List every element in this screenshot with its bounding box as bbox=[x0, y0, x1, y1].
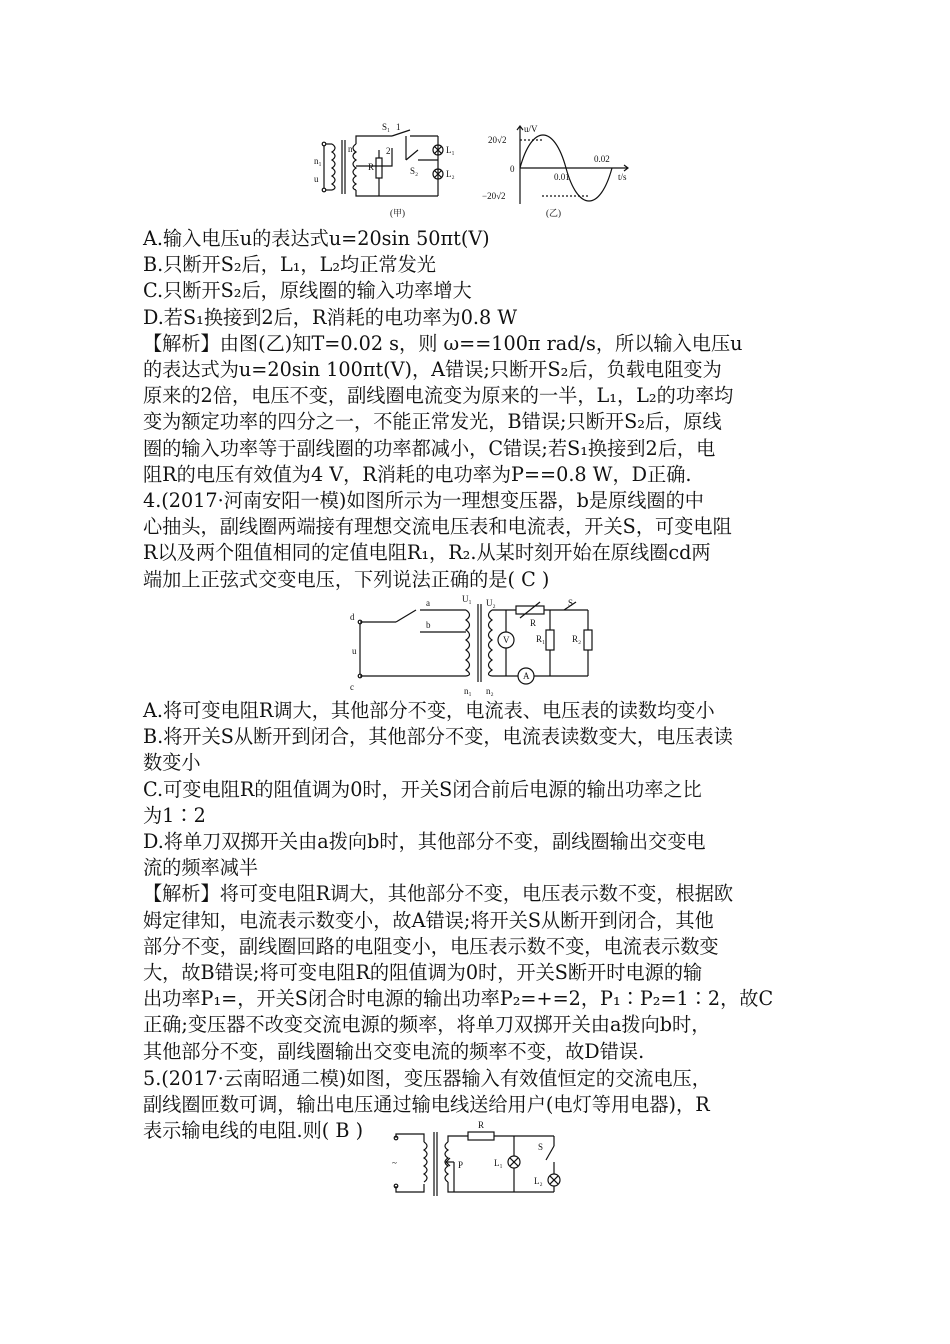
q4-option-line: 流的频率减半 bbox=[143, 856, 259, 880]
q4-analysis-line: 【解析】将可变电阻R调大，其他部分不变，电压表示数不变，根据欧 bbox=[143, 882, 734, 906]
fig2-u2-label: U₂ bbox=[486, 598, 496, 608]
q3-analysis-line: 变为额定功率的四分之一，不能正常发光，B错误;只断开S₂后，原线 bbox=[143, 410, 722, 434]
q4-option-line: D.将单刀双掷开关由a拨向b时，其他部分不变，副线圈输出交变电 bbox=[143, 830, 706, 854]
q4-analysis-line: 姆定律知，电流表示数变小，故A错误;将开关S从断开到闭合，其他 bbox=[143, 908, 714, 932]
fig1-t2-label: 0.02 bbox=[594, 154, 610, 164]
fig3-p-label: P bbox=[458, 1160, 464, 1170]
fig3-l2-label: L₂ bbox=[534, 1176, 543, 1186]
fig3-r-label: R bbox=[478, 1120, 485, 1130]
figure-transformer-and-waveform bbox=[310, 120, 640, 220]
q4-analysis-line: 出功率P₁=，开关S闭合时电源的输出功率P₂=+=2，P₁∶P₂=1∶2，故C bbox=[143, 987, 774, 1011]
q3-option-a: A.输入电压u的表达式u=20sin 50πt(V) bbox=[143, 227, 490, 250]
figure-centre-tap-transformer bbox=[350, 594, 600, 698]
q4-stem-line: 4.(2017·河南安阳一模)如图所示为一理想变压器，b是原线圈的中 bbox=[143, 489, 704, 512]
q4-analysis-line: 大，故B错误;将可变电阻R的阻值调为0时，开关S断开时电源的输 bbox=[143, 961, 703, 985]
fig1-r-label: R bbox=[368, 162, 375, 172]
fig2-s-label: S bbox=[568, 598, 574, 608]
fig1-caption-left: (甲) bbox=[390, 208, 405, 218]
fig3-s-label: S bbox=[538, 1142, 544, 1152]
q3-analysis-line: 阻R的电压有效值为4 V，R消耗的电功率为P==0.8 W，D正确. bbox=[143, 462, 692, 486]
q4-stem bbox=[143, 488, 823, 593]
fig1-l1-label: L₁ bbox=[446, 145, 455, 155]
fig2-n2-label: n₂ bbox=[486, 686, 494, 696]
q4-analysis-line: 部分不变，副线圈回路的电阻变小，电压表示数不变，电流表示数变 bbox=[143, 934, 719, 958]
fig2-u-label: u bbox=[352, 646, 357, 656]
q4-option-line: 为1∶2 bbox=[143, 803, 206, 827]
fig3-l1-label: L₁ bbox=[494, 1158, 503, 1168]
fig1-u-label: u bbox=[314, 174, 319, 184]
q5-stem-line: 5.(2017·云南昭通二模)如图，变压器输入有效值恒定的交流电压， bbox=[143, 1067, 711, 1090]
q3-option-b: B.只断开S₂后，L₁，L₂均正常发光 bbox=[143, 253, 436, 277]
q3-analysis-line: 圈的输入功率等于副线圈的功率都减小，C错误;若S₁换接到2后，电 bbox=[143, 436, 716, 460]
fig1-max-label: 20√2 bbox=[488, 135, 507, 145]
fig1-t1-label: 0.01 bbox=[554, 172, 570, 182]
fig1-tap2-label: 2 bbox=[386, 146, 391, 156]
fig1-t-axis-label: t/s bbox=[618, 172, 627, 182]
fig2-n1-label: n₁ bbox=[464, 686, 472, 696]
fig2-b-label: b bbox=[426, 620, 431, 630]
q4-stem-line: 心抽头，副线圈两端接有理想交流电压表和电流表，开关S，可变电阻 bbox=[143, 515, 732, 539]
q5-stem-line: 副线圈匝数可调，输出电压通过输电线送给用户(电灯等用电器)，R bbox=[143, 1093, 710, 1117]
q4-option-line: A.将可变电阻R调大，其他部分不变，电流表、电压表的读数均变小 bbox=[143, 699, 715, 722]
q4-option-line: B.将开关S从断开到闭合，其他部分不变，电流表读数变大，电压表读 bbox=[143, 725, 733, 749]
q4-options bbox=[143, 698, 823, 1065]
q3-option-d: D.若S₁换接到2后，R消耗的电功率为0.8 W bbox=[143, 305, 518, 329]
q3-analysis-line: 【解析】由图(乙)知T=0.02 s，则 ω==100π rad/s，所以输入电压u bbox=[143, 331, 743, 355]
fig2-d-label: d bbox=[350, 612, 355, 622]
q4-analysis-line: 其他部分不变，副线圈输出交变电流的频率不变，故D错误. bbox=[143, 1039, 645, 1063]
fig2-r1-label: R₁ bbox=[536, 634, 546, 644]
q4-option-line: C.可变电阻R的阻值调为0时，开关S闭合前后电源的输出功率之比 bbox=[143, 777, 702, 801]
q3-analysis-line: 的表达式为u=20sin 100πt(V)，A错误;只断开S₂后，负载电阻变为 bbox=[143, 358, 722, 382]
fig1-s1-label: S₁ bbox=[382, 122, 391, 132]
q4-option-line: 数变小 bbox=[143, 751, 201, 775]
fig2-r-label: R bbox=[530, 618, 537, 628]
fig2-a-label: a bbox=[426, 598, 430, 608]
fig1-s2-label: S₂ bbox=[410, 166, 419, 176]
fig1-zero-label: 0 bbox=[510, 164, 515, 174]
q3-option-c: C.只断开S₂后，原线圈的输入功率增大 bbox=[143, 279, 472, 303]
fig2-u1-label: U₁ bbox=[462, 594, 472, 604]
fig1-caption-right: (乙) bbox=[546, 208, 561, 218]
fig2-voltmeter-label: V bbox=[503, 635, 510, 645]
q5-stem-line: 表示输电线的电阻.则( B ) bbox=[143, 1119, 364, 1143]
figure-transmission-line bbox=[388, 1116, 568, 1208]
fig2-ammeter-label: A bbox=[523, 671, 530, 681]
fig1-n2-label: n₂ bbox=[348, 144, 356, 154]
q4-stem-line: 端加上正弦式交变电压，下列说法正确的是( C ) bbox=[143, 567, 550, 591]
fig1-n1-label: n₁ bbox=[314, 156, 322, 166]
fig1-l2-label: L₂ bbox=[446, 169, 455, 179]
fig3-ac-source-label: ~ bbox=[392, 1158, 397, 1168]
q4-stem-line: R以及两个阻值相同的定值电阻R₁，R₂.从某时刻开始在原线圈cd两 bbox=[143, 541, 711, 565]
q3-block bbox=[143, 226, 823, 488]
fig1-tap1-label: 1 bbox=[396, 122, 401, 132]
fig1-min-label: −20√2 bbox=[482, 191, 506, 201]
fig2-c-label: c bbox=[350, 682, 354, 692]
fig1-u-axis-label: u/V bbox=[524, 124, 538, 134]
fig2-r2-label: R₂ bbox=[572, 634, 582, 644]
q4-analysis-line: 正确;变压器不改变交流电源的频率，将单刀双掷开关由a拨向b时， bbox=[143, 1013, 711, 1037]
q3-analysis-line: 原来的2倍，电压不变，副线圈电流变为原来的一半，L₁，L₂的功率均 bbox=[143, 384, 734, 408]
